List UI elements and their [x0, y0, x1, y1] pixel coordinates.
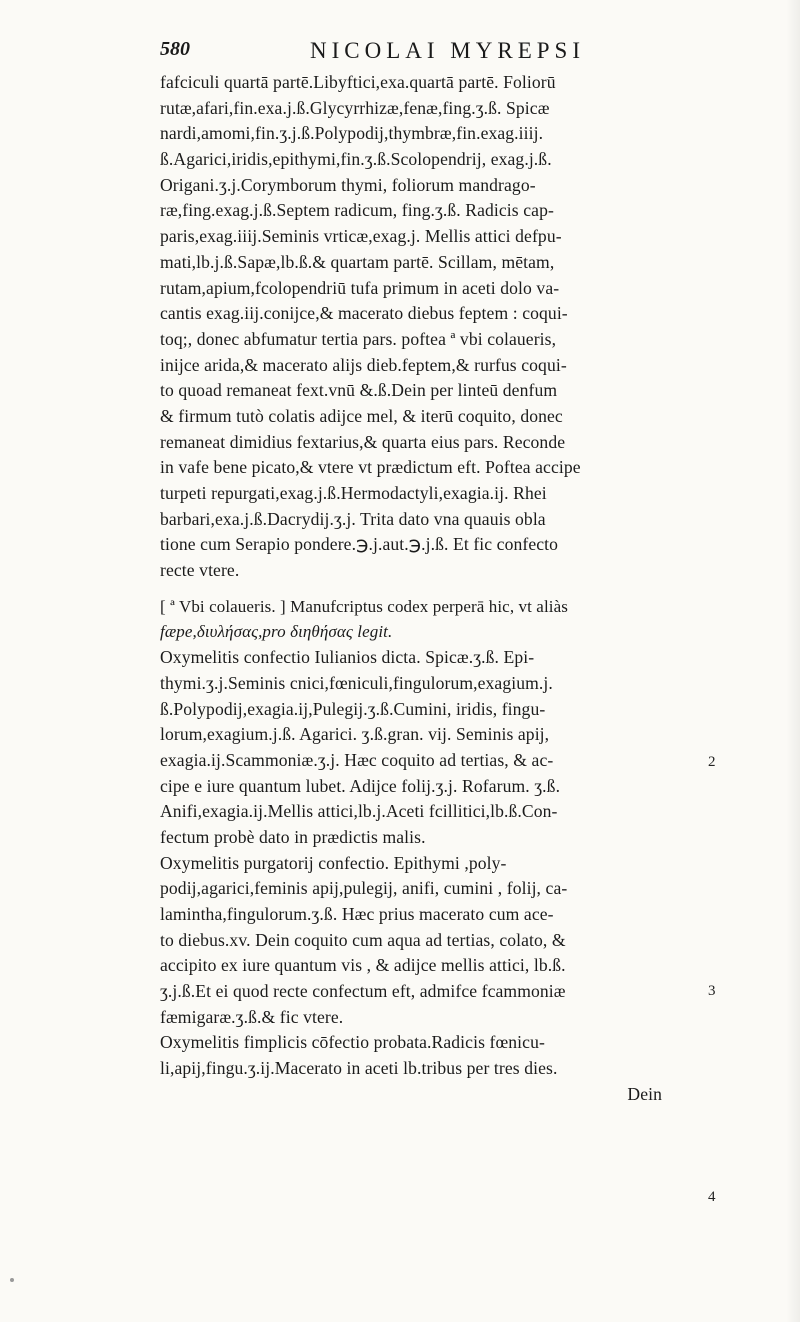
text-line: to quoad remaneat fext.vnū &.ß.Dein per linteū denfum: [160, 380, 558, 401]
text-line: exagia.ij.Scammoniæ.ʒ.j. Hæc coquito ad tertias, & ac-: [160, 749, 554, 770]
text-line: fæmigaræ.ʒ.ß.& fic vtere.: [160, 1006, 344, 1027]
text-line: ʒ.j.ß.Et ei quod recte confectum eft, admifce fcammoniæ: [160, 981, 566, 1002]
text-line: ß.Polypodij,exagia.ij,Pulegij.ʒ.ß.Cumini, iridis, fingu-: [160, 698, 546, 719]
page-number: 580: [160, 38, 190, 60]
text-line: remaneat dimidius fextarius,& quarta eius pars. Reconde: [160, 431, 566, 452]
margin-number: 3: [708, 983, 716, 999]
text-line: inijce arida,& macerato alijs dieb.feptem,& rurfus coqui-: [160, 354, 567, 375]
text-line: Oxymelitis confectio Iulianios dicta. Spicæ.ʒ.ß. Epi-: [160, 647, 535, 668]
text-line: podij,agarici,feminis apij,pulegij, anifi, cumini , folij, ca-: [160, 878, 568, 899]
text-line: in vafe bene picato,& vtere vt prædictum eft. Poftea accipe: [160, 457, 581, 478]
text-line: mati,lb.j.ß.Sapæ,lb.ß.& quartam partē. Scillam, mētam,: [160, 251, 555, 272]
text-line: li,apij,fingu.ʒ.ij.Macerato in aceti lb.tribus per tres dies.: [160, 1058, 558, 1079]
text-line: paris,exag.iiij.Seminis vrticæ,exag.j. Mellis attici defpu-: [160, 226, 562, 247]
text-line: lorum,exagium.j.ß. Agarici. ʒ.ß.gran. vij. Seminis apij,: [160, 724, 550, 745]
margin-number: 4: [708, 1189, 716, 1205]
text-line: toq;, donec abfumatur tertia pars. poftea ª vbi colaueris,: [160, 328, 557, 349]
page-header: [160, 38, 680, 64]
scan-speck: [10, 1278, 14, 1282]
text-line: thymi.ʒ.j.Seminis cnici,fœniculi,fingulorum,exagium.j.: [160, 672, 553, 693]
text-line: rutam,apium,fcolopendriū tufa primum in aceti dolo va-: [160, 277, 560, 298]
text-line: Oxymelitis fimplicis cōfectio probata.Radicis fœnicu-: [160, 1032, 545, 1053]
text-line: to diebus.xv. Dein coquito cum aqua ad tertias, colato, &: [160, 929, 566, 950]
text-line: nardi,amomi,fin.ʒ.j.ß.Polypodij,thymbræ,fin.exag.iiij.: [160, 123, 544, 144]
text-line: Oxymelitis purgatorij confectio. Epithymi ,poly-: [160, 852, 507, 873]
text-line: Origani.ʒ.j.Corymborum thymi, foliorum mandrago-: [160, 174, 536, 195]
text-line: rutæ,afari,fin.exa.j.ß.Glycyrrhizæ,fenæ,fing.ʒ.ß. Spicæ: [160, 97, 550, 118]
text-line: accipito ex iure quantum vis , & adijce mellis attici, lb.ß.: [160, 955, 566, 976]
text-line: turpeti repurgati,exag.j.ß.Hermodactyli,exagia.ij. Rhei: [160, 483, 547, 503]
text-line: cipe e iure quantum lubet. Adijce folij.ʒ.j. Rofarum. ʒ.ß.: [160, 775, 561, 796]
text-line: Anifi,exagia.ij.Mellis attici,lb.j.Aceti fcillitici,lb.ß.Con-: [160, 801, 558, 822]
spacer: [160, 584, 690, 594]
text-line: fectum probè dato in prædictis malis.: [160, 826, 426, 847]
text-line: recte vtere.: [160, 560, 240, 581]
text-line: ræ,fing.exag.j.ß.Septem radicum, fing.ʒ.ß. Radicis cap-: [160, 200, 554, 221]
text-line: & firmum tutò colatis adijce mel, & iterū coquito, donec: [160, 405, 563, 426]
text-line: lamintha,fingulorum.ʒ.ß. Hæc prius macerato cum ace-: [160, 904, 554, 924]
footnote-line: [ ª Vbi colaueris. ] Manufcriptus codex perperā hic, vt aliàs: [160, 596, 568, 616]
catchword: Dein: [627, 1083, 662, 1104]
footnote-line: fæpe,διυλήσας,pro διηθήσας legit.: [160, 622, 393, 642]
main-text: [160, 70, 716, 1205]
running-title: NICOLAI MYREPSI: [310, 38, 585, 63]
page-edge-shadow: [786, 0, 800, 1322]
text-line: ß.Agarici,iridis,epithymi,fin.ʒ.ß.Scolopendrij, exag.j.ß.: [160, 149, 552, 170]
text-line: barbari,exa.j.ß.Dacrydij.ʒ.j. Trita dato vna quauis obla: [160, 508, 546, 529]
text-line: cantis exag.iij.conijce,& macerato diebus feptem : coqui-: [160, 303, 568, 324]
margin-number: 2: [708, 754, 716, 770]
text-line: fafciculi quartā partē.Libyftici,exa.quartā partē. Foliorū: [160, 72, 556, 92]
text-line: tione cum Serapio pondere.℈.j.aut.℈.j.ß. Et fic confecto: [160, 534, 559, 555]
